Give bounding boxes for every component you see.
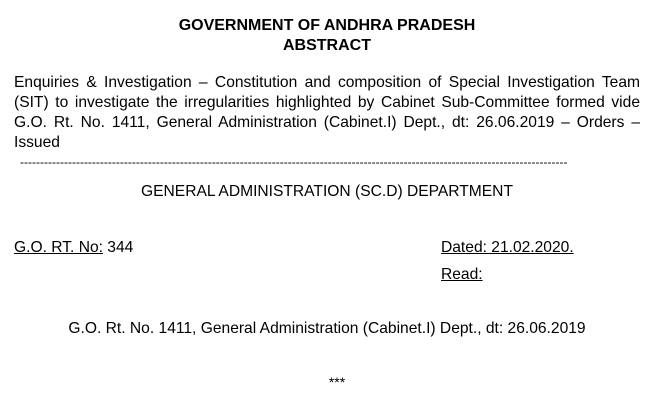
subject-paragraph: Enquiries & Investigation – Constitution and composition of Special Investigation Team (SIT) to investigate the irregularities highlighted by Cabinet Sub-Committee formed vide G.O. Rt. No. 1411, General Administration (Cabinet.I) Dept., dt: 26.06.2019 – Orders – Issued (14, 74, 640, 151)
go-number-line (14, 238, 133, 258)
go-number-label: G.O. RT. No: (14, 239, 103, 256)
department-name: GENERAL ADMINISTRATION (SC.D) DEPARTMENT (141, 183, 513, 200)
end-mark: *** (328, 374, 346, 390)
reference-line: G.O. Rt. No. 1411, General Administration (Cabinet.I) Dept., dt: 26.06.2019 (68, 320, 586, 337)
order-date: Dated: 21.02.2020. (441, 239, 574, 256)
dashed-separator: ----------------------------------------------------------------------------------------------------------------------------------------- (20, 155, 568, 169)
go-number-value: 344 (102, 239, 134, 256)
read-label: Read: (441, 266, 483, 283)
government-title: GOVERNMENT OF ANDHRA PRADESH (178, 17, 476, 34)
abstract-title: ABSTRACT (283, 37, 371, 54)
